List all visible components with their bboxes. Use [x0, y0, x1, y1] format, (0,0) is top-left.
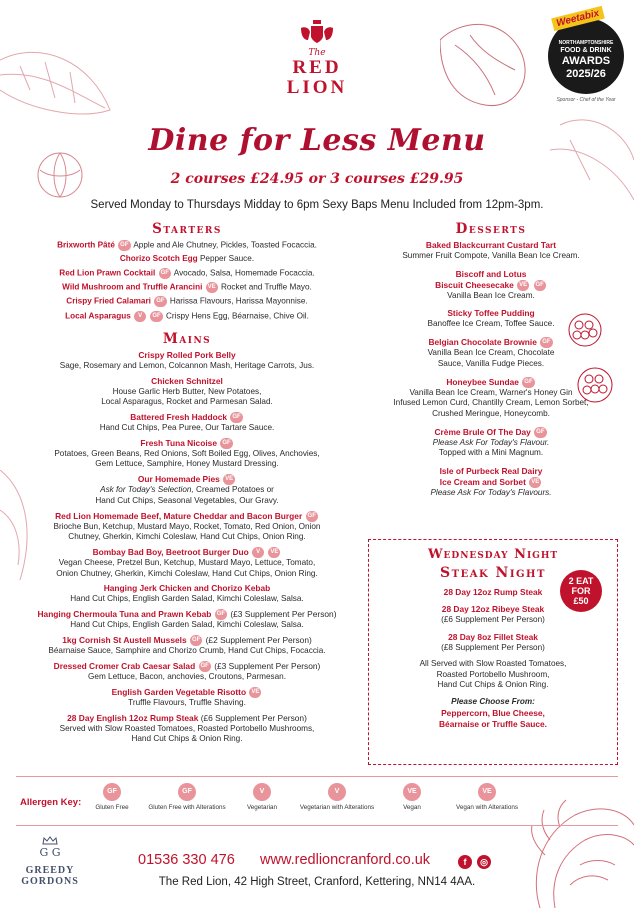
greedy-gordons-line1: GREEDY	[25, 865, 75, 876]
steak-name: 28 Day 12oz Ribeye Steak	[441, 604, 545, 614]
dessert-name-row	[362, 240, 620, 251]
main-name-row	[16, 547, 358, 558]
dessert-name: Baked Blackcurrant Custard Tart	[425, 240, 557, 250]
dessert-name: Belgian Chocolate Brownie	[428, 337, 537, 348]
main-description-line: Vegan Cheese, Pretzel Bun, Ketchup, Mustard Mayo, Lettuce, Tomato,	[58, 558, 316, 568]
dessert-italic-note: Please Ask For Today's Flavours.	[430, 488, 552, 498]
left-column	[16, 220, 358, 749]
dessert-description-line: Crushed Meringue, Honeycomb.	[432, 409, 550, 418]
starters-heading: Starters	[152, 221, 222, 237]
allergen-tag: V	[134, 311, 146, 322]
allergen-tag: GF	[159, 268, 171, 279]
allergen-key-item	[372, 783, 452, 812]
steak-supplement: (£6 Supplement Per Person)	[441, 615, 545, 624]
desserts-heading: Desserts	[455, 221, 527, 237]
main-name: Red Lion Homemade Beef, Mature Cheddar and Bacon Burger	[55, 510, 303, 521]
please-choose: Please Choose From:	[451, 696, 535, 706]
main-supplement: (£2 Supplement Per Person)	[205, 634, 312, 645]
main-item	[16, 609, 358, 631]
allergen-symbol-label: Gluten Free	[95, 804, 129, 812]
allergen-tag: VE	[223, 474, 235, 485]
allergen-symbol-label: Vegetarian with Alterations	[299, 804, 375, 812]
starter-name: Local Asparagus	[65, 311, 131, 321]
starter-item	[16, 311, 358, 322]
main-name: Crispy Rolled Pork Belly	[138, 349, 236, 360]
allergen-symbol: V	[328, 783, 346, 801]
red-lion-logo	[267, 18, 367, 98]
offer-line: £50	[573, 596, 589, 606]
main-item	[16, 474, 358, 506]
allergen-tag: GF	[215, 609, 227, 620]
dessert-description-line: Vanilla Bean Ice Cream, Warner's Honey Gin	[409, 387, 573, 397]
dessert-item	[362, 377, 620, 420]
mains-heading: Mains	[162, 330, 212, 347]
allergen-tag: GF	[540, 337, 552, 348]
mains-list	[16, 350, 358, 745]
dessert-name-line2: Biscuit Cheesecake	[435, 279, 514, 290]
dessert-description-line: Topped with a Mini Magnum.	[438, 448, 544, 458]
starters-list	[16, 240, 358, 322]
allergen-symbol-label: Vegan with Alterations	[456, 804, 518, 812]
main-description	[16, 485, 358, 496]
main-name: Bombay Bad Boy, Beetroot Burger Duo	[92, 546, 249, 557]
badge-subtitle: Sponsor - Chef of the Year	[556, 97, 616, 103]
served-line: Roasted Portobello Mushroom,	[436, 669, 550, 679]
dessert-item	[362, 269, 620, 302]
starter-name: Crispy Fried Calamari	[66, 297, 151, 307]
badge-line3: AWARDS	[561, 55, 611, 67]
dessert-name: Isle of Purbeck Real Dairy	[439, 466, 543, 477]
crest-icon	[297, 18, 337, 46]
main-name-row	[16, 438, 358, 449]
main-item	[16, 511, 358, 543]
main-name-row	[16, 350, 358, 361]
dessert-item	[362, 240, 620, 262]
starter-item	[16, 268, 358, 279]
starter-description: Rocket and Truffle Mayo.	[220, 282, 312, 292]
main-item	[16, 635, 358, 657]
main-name: Hanging Jerk Chicken and Chorizo Kebab	[103, 583, 271, 594]
main-item	[16, 350, 358, 372]
awards-badge	[548, 7, 624, 94]
allergen-tag: VE	[529, 477, 541, 488]
main-name: English Garden Vegetable Risotto	[111, 686, 247, 697]
dessert-name-row	[362, 308, 620, 319]
main-description-line: Chutney, Gherkin, Kimchi Coleslaw, Hand Cut Chips, Onion Ring.	[68, 532, 306, 542]
main-description-line: Hand Cut Chips, English Garden Salad, Kimchi Coleslaw, Salsa.	[70, 620, 304, 630]
steak-supplement: (£8 Supplement Per Person)	[441, 642, 545, 652]
dessert-name-row	[362, 337, 620, 348]
main-name: Hanging Chermoula Tuna and Prawn Kebab	[37, 609, 212, 620]
main-description-line: Gem Lettuce, Samphire, Honey Mustard Dressing.	[95, 459, 279, 469]
main-name: 1kg Cornish St Austell Mussels	[62, 634, 187, 645]
dessert-name-row	[362, 466, 620, 477]
badge-line1: NORTHAMPTONSHIRE	[558, 40, 614, 46]
greedy-gordons-monogram: G G	[39, 846, 61, 859]
allergen-tag: GF	[190, 635, 202, 646]
greedy-gordons-line2: GORDONS	[21, 876, 79, 887]
main-description-line: Hand Cut Chips, Pea Puree, Our Tartare Sauce.	[99, 422, 275, 432]
allergen-tag: V	[252, 547, 264, 558]
allergen-tag: GF	[522, 377, 534, 388]
allergen-key-label: Allergen Key:	[20, 797, 82, 808]
desserts-list	[362, 240, 620, 499]
allergen-key-item	[297, 783, 377, 812]
allergen-tag: GF	[154, 296, 166, 307]
offer-line: FOR	[571, 586, 591, 596]
allergen-tag: GF	[118, 240, 130, 251]
phone-number[interactable]: 01536 330 476	[138, 852, 235, 868]
dessert-description-line: Vanilla Bean Ice Cream, Chocolate	[427, 348, 555, 358]
main-description-line: Hand Cut Chips, English Garden Salad, Kimchi Coleslaw, Salsa.	[70, 594, 304, 604]
allergen-tag: VE	[517, 280, 529, 291]
starter-description: Crispy Hens Egg, Béarnaise, Chive Oil.	[165, 311, 309, 321]
main-name-row	[16, 609, 358, 620]
allergen-tag: GF	[150, 311, 162, 322]
starter-name: Wild Mushroom and Truffle Arancini	[62, 282, 203, 292]
allergen-symbol-label: Gluten Free with Alterations	[148, 804, 226, 812]
two-eat-offer-badge	[560, 570, 602, 612]
dessert-name: Honeybee Sundae	[446, 376, 519, 387]
allergen-tag: GF	[230, 412, 242, 423]
main-name-row	[16, 583, 358, 594]
logo-red: RED	[292, 57, 342, 78]
main-item	[16, 713, 358, 745]
main-supplement: (£6 Supplement Per Person)	[200, 712, 307, 723]
main-name: Dressed Cromer Crab Caesar Salad	[53, 660, 196, 671]
main-name-row	[16, 474, 358, 485]
dessert-description-line: Banoffee Ice Cream, Toffee Sauce.	[427, 319, 555, 329]
main-description-line: Served with Slow Roasted Tomatoes, Roasted Portobello Mushrooms,	[59, 723, 315, 733]
steak-name: 28 Day 8oz Fillet Steak	[448, 631, 538, 642]
main-name-row	[16, 661, 358, 672]
allergen-tag: VE	[206, 282, 218, 293]
steak-night-title: Steak Night	[440, 565, 546, 581]
starter-description: Pepper Sauce.	[199, 254, 255, 264]
sauce-line: Béarnaise or Truffle Sauce.	[439, 718, 547, 729]
dessert-name-row	[362, 377, 620, 388]
dessert-description-line: Infused Lemon Curd, Chantilly Cream, Lemon Sorbet,	[393, 398, 589, 408]
starter-name: Chorizo Scotch Egg	[119, 254, 198, 264]
main-name: Fresh Tuna Nicoise	[140, 437, 217, 448]
allergen-tag: GF	[534, 280, 546, 291]
main-name: 28 Day English 12oz Rump Steak	[67, 712, 199, 723]
allergen-symbol: VE	[403, 783, 421, 801]
dessert-description-line: Vanilla Bean Ice Cream.	[447, 290, 535, 300]
allergen-tag: VE	[249, 687, 261, 698]
main-name: Chicken Schnitzel	[151, 375, 223, 386]
main-description-line: Local Asparagus, Rocket and Parmesan Salad.	[101, 397, 273, 407]
course-prices: 2 courses £24.95 or 3 courses £29.95	[170, 171, 464, 187]
main-item	[16, 661, 358, 683]
steak-item	[369, 632, 617, 654]
starter-item	[16, 254, 358, 265]
steak-served-with	[369, 659, 617, 691]
main-description-line: Béarnaise Sauce, Samphire and Chorizo Crumb, Hand Cut Chips, Focaccia.	[48, 646, 326, 656]
allergen-key-item	[147, 783, 227, 812]
logo-the: The	[308, 48, 326, 58]
dessert-name-row	[362, 269, 620, 280]
allergen-tag: VE	[268, 547, 280, 558]
instagram-icon[interactable]: ◎	[477, 855, 491, 869]
main-name-row	[16, 511, 358, 522]
dessert-name: Crème Brule Of The Day	[434, 426, 531, 437]
dessert-italic-note: Please Ask For Today's Flavour.	[432, 437, 550, 447]
served-times: Served Monday to Thursdays Midday to 6pm Sexy Baps Menu Included from 12pm-3pm.	[90, 199, 544, 211]
dessert-item	[362, 308, 620, 330]
main-item	[16, 547, 358, 579]
dessert-item	[362, 337, 620, 369]
main-description-line: Brioche Bun, Ketchup, Mustard Mayo, Rocket, Tomato, Red Onion, Onion	[53, 521, 321, 531]
logo-lion: LION	[286, 77, 348, 98]
facebook-icon[interactable]: f	[458, 855, 472, 869]
main-item	[16, 583, 358, 605]
allergen-tag: GF	[220, 438, 232, 449]
main-italic-note: Ask for Today's Selection,	[100, 485, 194, 495]
main-name-row	[16, 713, 358, 724]
crown-icon	[42, 836, 58, 845]
main-description-line: Hand Cut Chips & Onion Ring.	[131, 734, 243, 744]
dessert-name-row	[362, 427, 620, 438]
page-title: Dine for Less Menu	[148, 123, 486, 158]
main-description-line: Sage, Rosemary and Lemon, Colcannon Mash, Heritage Carrots, Jus.	[59, 360, 315, 370]
main-description-line: Creamed Potatoes or	[196, 485, 274, 495]
dessert-name-row	[362, 280, 620, 291]
wednesday-title: Wednesday Night	[427, 547, 559, 562]
allergen-tag: GF	[534, 427, 546, 438]
allergen-symbol-label: Vegan	[403, 804, 421, 812]
main-name-row	[16, 635, 358, 646]
allergen-symbol: VE	[478, 783, 496, 801]
main-item	[16, 438, 358, 470]
steak-name: 28 Day 12oz Rump Steak	[443, 587, 543, 597]
starter-description: Avocado, Salsa, Homemade Focaccia.	[173, 268, 315, 278]
allergen-symbol: GF	[103, 783, 121, 801]
dessert-description	[362, 438, 620, 449]
dessert-item	[362, 466, 620, 499]
allergen-key-item	[72, 783, 152, 812]
dessert-name-row	[362, 477, 620, 488]
main-description-line: Hand Cut Chips, Seasonal Vegetables, Our Gravy.	[95, 495, 279, 505]
main-name-row	[16, 376, 358, 387]
right-column	[362, 220, 620, 506]
main-item	[16, 412, 358, 434]
badge-line2: FOOD & DRINK	[560, 47, 612, 54]
main-name: Our Homemade Pies	[137, 474, 220, 485]
starter-item	[16, 296, 358, 307]
allergen-symbol: V	[253, 783, 271, 801]
main-description-line: House Garlic Herb Butter, New Potatoes,	[112, 386, 262, 396]
allergen-symbol: GF	[178, 783, 196, 801]
dessert-name-line2: Ice Cream and Sorbet	[439, 477, 526, 488]
allergen-tag: GF	[199, 661, 211, 672]
served-line: Hand Cut Chips & Onion Ring.	[437, 680, 549, 690]
dessert-item	[362, 427, 620, 459]
main-name-row	[16, 687, 358, 698]
dessert-name: Biscoff and Lotus	[455, 268, 527, 279]
main-description-line: Gem Lettuce, Bacon, anchovies, Croutons, Parmesan.	[88, 672, 286, 682]
main-description-line: Truffle Flavours, Truffle Shaving.	[128, 697, 246, 707]
dessert-description-line: Sauce, Vanilla Fudge Pieces.	[437, 358, 545, 368]
sauce-line: Peppercorn, Blue Cheese,	[441, 707, 545, 718]
starter-name: Red Lion Prawn Cocktail	[59, 268, 156, 278]
starter-item	[16, 282, 358, 293]
badge-line4: 2025/26	[566, 68, 606, 80]
starter-description: Harissa Flavours, Harissa Mayonnise.	[169, 297, 308, 307]
starter-description: Apple and Ale Chutney, Pickles, Toasted Focaccia.	[133, 240, 317, 250]
address: The Red Lion, 42 High Street, Cranford, Kettering, NN14 4AA.	[158, 876, 476, 888]
main-description-line: Onion Chutney, Gherkin, Kimchi Coleslaw, Hand Cut Chips, Onion Ring.	[56, 568, 318, 578]
allergen-symbol-label: Vegetarian	[246, 804, 278, 812]
allergen-key-item	[447, 783, 527, 812]
main-item	[16, 376, 358, 408]
dessert-name: Sticky Toffee Pudding	[447, 308, 535, 319]
allergen-key	[16, 776, 618, 826]
badge-brand: Weetabix	[551, 6, 604, 31]
main-description-line: Potatoes, Green Beans, Red Onions, Soft Boiled Egg, Olives, Anchovies,	[54, 448, 320, 458]
allergen-tag: GF	[306, 511, 318, 522]
main-item	[16, 687, 358, 709]
dessert-description-line: Summer Fruit Compote, Vanilla Bean Ice Cream.	[402, 251, 580, 260]
starter-item	[16, 240, 358, 251]
served-line: All Served with Slow Roasted Tomatoes,	[419, 659, 567, 669]
starter-name: Brixworth Pâté	[57, 240, 115, 250]
main-supplement: (£3 Supplement Per Person)	[230, 609, 337, 620]
website-link[interactable]: www.redlioncranford.co.uk	[260, 852, 431, 868]
offer-line: 2 EAT	[568, 576, 594, 586]
main-supplement: (£3 Supplement Per Person)	[214, 660, 321, 671]
main-name: Battered Fresh Haddock	[130, 411, 228, 422]
dessert-description	[362, 488, 620, 499]
main-name-row	[16, 412, 358, 423]
allergen-key-item	[222, 783, 302, 812]
